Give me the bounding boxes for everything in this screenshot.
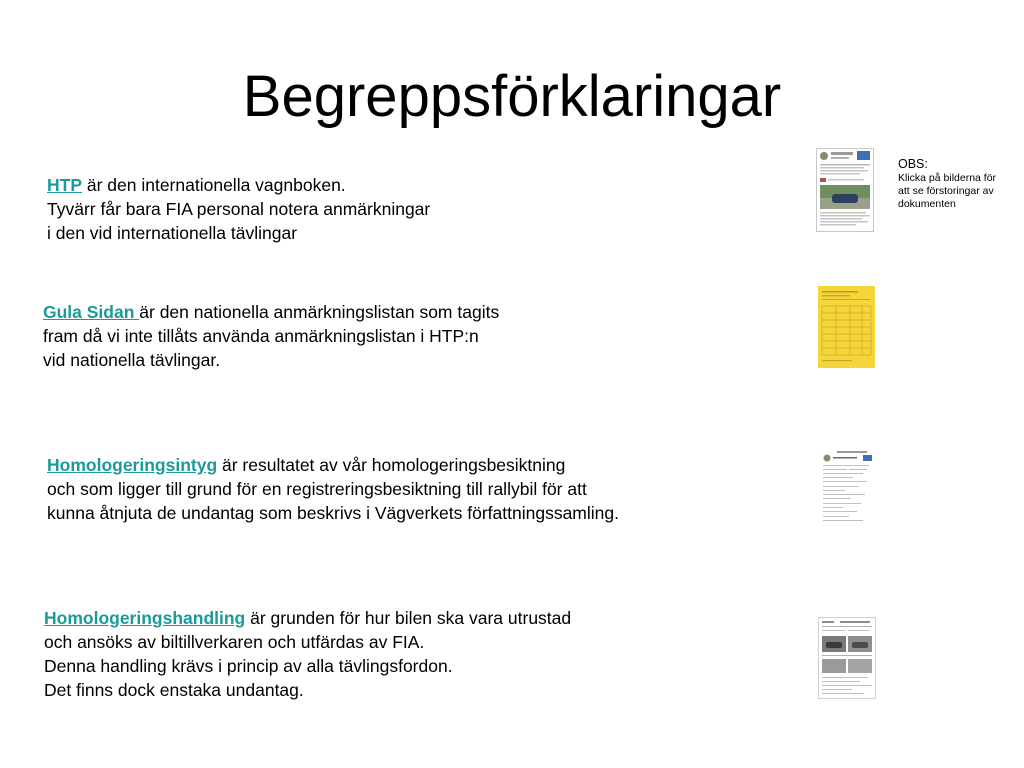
definition-line: i den vid internationella tävlingar xyxy=(47,223,298,243)
definition-homologeringshandling xyxy=(44,606,571,702)
definition-line: och ansöks av biltillverkaren och utfärdas av FIA. xyxy=(44,632,425,652)
definition-first-line xyxy=(44,606,571,630)
definition-line: kunna åtnjuta de undantag som beskrivs i Vägverkets författningssamling. xyxy=(47,503,619,523)
definition-first-line xyxy=(47,453,619,477)
obs-note xyxy=(898,157,1018,211)
obs-line: dokumenten xyxy=(898,198,956,210)
definition-htp xyxy=(47,173,430,245)
obs-line: att se förstoringar av xyxy=(898,185,994,197)
homologeringshandling-thumbnail[interactable] xyxy=(818,617,876,699)
definition-line: och som ligger till grund för en registreringsbesiktning till rallybil för att xyxy=(47,479,587,499)
definition-gula-sidan xyxy=(43,300,499,372)
homologeringsintyg-thumbnail[interactable] xyxy=(819,448,874,528)
gula-sidan-thumbnail[interactable] xyxy=(818,286,875,368)
definition-text: är grunden för hur bilen ska vara utrustad xyxy=(245,608,572,628)
definition-line: Denna handling krävs i princip av alla tävlingsfordon. xyxy=(44,656,453,676)
homologeringsintyg-link[interactable]: Homologeringsintyg xyxy=(47,455,218,475)
definition-text: är den internationella vagnboken. xyxy=(82,175,346,195)
document-image xyxy=(816,148,874,232)
homologeringshandling-link[interactable]: Homologeringshandling xyxy=(44,608,246,628)
document-image xyxy=(819,448,874,528)
obs-line: Klicka på bilderna för xyxy=(898,172,997,184)
definition-text: är resultatet av vår homologeringsbesiktning xyxy=(217,455,566,475)
definition-homologeringsintyg xyxy=(47,453,619,525)
htp-link[interactable]: HTP xyxy=(47,175,82,195)
definition-first-line xyxy=(43,300,499,324)
document-image xyxy=(818,286,875,368)
definition-line: Tyvärr får bara FIA personal notera anmärkningar xyxy=(47,199,431,219)
htp-document-thumbnail[interactable] xyxy=(816,148,874,232)
slide-title: Begreppsförklaringar xyxy=(242,64,782,129)
definition-line: vid nationella tävlingar. xyxy=(43,350,221,370)
definition-first-line xyxy=(47,173,430,197)
definition-text: är den nationella anmärkningslistan som tagits xyxy=(139,302,500,322)
document-image xyxy=(818,617,876,699)
gula-sidan-link[interactable]: Gula Sidan xyxy=(43,302,140,322)
obs-heading: OBS: xyxy=(898,157,928,171)
definition-line: Det finns dock enstaka undantag. xyxy=(44,680,304,700)
definition-line: fram då vi inte tillåts använda anmärkningslistan i HTP:n xyxy=(43,326,479,346)
